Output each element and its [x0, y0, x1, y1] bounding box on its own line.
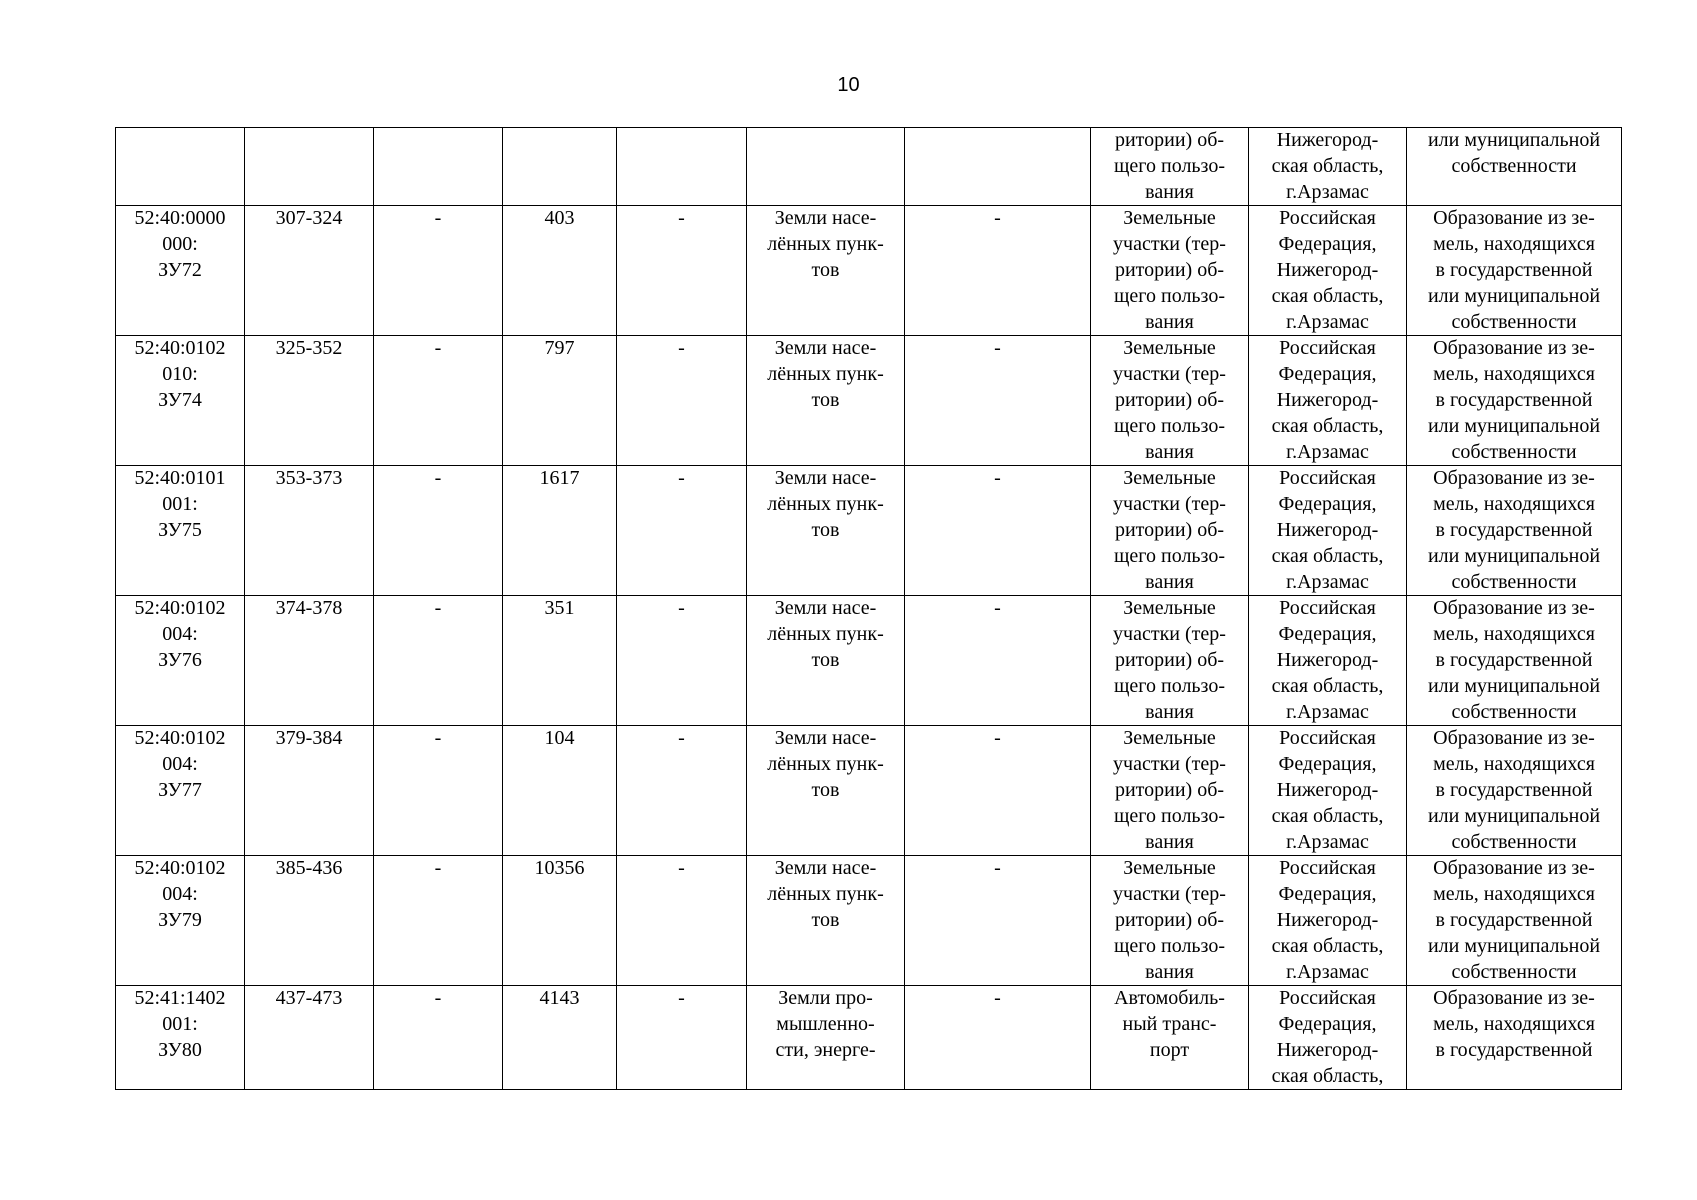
- cell-formation-method: Образование из зе- мель, находящихся в государственной или муниципальной собственности: [1407, 466, 1622, 596]
- table-row: [116, 856, 1622, 986]
- cell-point-numbers: 385-436: [245, 856, 374, 986]
- cell-land-category: Земли насе- лённых пунк- тов: [747, 596, 905, 726]
- cell-area: 104: [503, 726, 617, 856]
- cell-permitted-use: Земельные участки (тер- ритории) об- щего пользо- вания: [1091, 336, 1249, 466]
- cell-col-3: -: [374, 206, 503, 336]
- cell-area: 4143: [503, 986, 617, 1090]
- cell-cadastral-number: 52:41:1402 001: ЗУ80: [116, 986, 245, 1090]
- cell-permitted-use: Земельные участки (тер- ритории) об- щего пользо- вания: [1091, 596, 1249, 726]
- cell-permitted-use: Земельные участки (тер- ритории) об- щего пользо- вания: [1091, 856, 1249, 986]
- table-row-continuation: [116, 128, 1622, 206]
- table-row: [116, 336, 1622, 466]
- cell-col-5: -: [617, 336, 747, 466]
- table-row: [116, 726, 1622, 856]
- cell-col-3: -: [374, 726, 503, 856]
- cell-formation-method: Образование из зе- мель, находящихся в государственной или муниципальной собственности: [1407, 596, 1622, 726]
- table-row: [116, 596, 1622, 726]
- cell-permitted-use: Земельные участки (тер- ритории) об- щего пользо- вания: [1091, 466, 1249, 596]
- cell-land-category: Земли насе- лённых пунк- тов: [747, 336, 905, 466]
- cell-point-numbers: 307-324: [245, 206, 374, 336]
- cell-permitted-use: ритории) об- щего пользо- вания: [1091, 128, 1249, 206]
- cell-formation-method: Образование из зе- мель, находящихся в государственной или муниципальной собственности: [1407, 726, 1622, 856]
- cell-col-7: -: [905, 986, 1091, 1090]
- cell-cadastral-number: 52:40:0102 004: ЗУ79: [116, 856, 245, 986]
- cell-col-3: -: [374, 986, 503, 1090]
- cell-land-category: Земли насе- лённых пунк- тов: [747, 726, 905, 856]
- cell-col-7: -: [905, 466, 1091, 596]
- table-row: [116, 986, 1622, 1090]
- cell-land-category: [747, 128, 905, 206]
- cell-land-category: Земли насе- лённых пунк- тов: [747, 856, 905, 986]
- cell-cadastral-number: [116, 128, 245, 206]
- cell-col-5: [617, 128, 747, 206]
- cell-col-7: [905, 128, 1091, 206]
- cell-area: 403: [503, 206, 617, 336]
- cell-location: Российская Федерация, Нижегород- ская область, г.Арзамас: [1249, 856, 1407, 986]
- cell-point-numbers: 437-473: [245, 986, 374, 1090]
- cell-location: Российская Федерация, Нижегород- ская область, г.Арзамас: [1249, 466, 1407, 596]
- cell-formation-method: или муниципальной собственности: [1407, 128, 1622, 206]
- cell-cadastral-number: 52:40:0101 001: ЗУ75: [116, 466, 245, 596]
- cell-col-7: -: [905, 206, 1091, 336]
- cell-location: Российская Федерация, Нижегород- ская область, г.Арзамас: [1249, 336, 1407, 466]
- cell-col-3: -: [374, 856, 503, 986]
- cell-col-5: -: [617, 856, 747, 986]
- cell-area: 1617: [503, 466, 617, 596]
- cell-col-3: -: [374, 466, 503, 596]
- cell-col-5: -: [617, 986, 747, 1090]
- cell-col-7: -: [905, 856, 1091, 986]
- cell-location: Нижегород- ская область, г.Арзамас: [1249, 128, 1407, 206]
- cell-point-numbers: 325-352: [245, 336, 374, 466]
- cell-col-7: -: [905, 336, 1091, 466]
- land-plots-table: [115, 127, 1622, 1090]
- cell-land-category: Земли про- мышленно- сти, энерге-: [747, 986, 905, 1090]
- cell-point-numbers: 374-378: [245, 596, 374, 726]
- cell-col-3: [374, 128, 503, 206]
- cell-formation-method: Образование из зе- мель, находящихся в государственной или муниципальной собственности: [1407, 336, 1622, 466]
- cell-location: Российская Федерация, Нижегород- ская область, г.Арзамас: [1249, 206, 1407, 336]
- table-row: [116, 466, 1622, 596]
- cell-land-category: Земли насе- лённых пунк- тов: [747, 206, 905, 336]
- cell-col-5: -: [617, 206, 747, 336]
- cell-cadastral-number: 52:40:0102 004: ЗУ77: [116, 726, 245, 856]
- cell-point-numbers: 379-384: [245, 726, 374, 856]
- cell-cadastral-number: 52:40:0000 000: ЗУ72: [116, 206, 245, 336]
- cell-col-5: -: [617, 726, 747, 856]
- cell-cadastral-number: 52:40:0102 004: ЗУ76: [116, 596, 245, 726]
- cell-land-category: Земли насе- лённых пунк- тов: [747, 466, 905, 596]
- cell-location: Российская Федерация, Нижегород- ская область, г.Арзамас: [1249, 596, 1407, 726]
- cell-col-3: -: [374, 336, 503, 466]
- page-number: 10: [837, 74, 860, 96]
- cell-col-5: -: [617, 596, 747, 726]
- cell-area: 10356: [503, 856, 617, 986]
- cell-col-3: -: [374, 596, 503, 726]
- cell-point-numbers: [245, 128, 374, 206]
- cell-cadastral-number: 52:40:0102 010: ЗУ74: [116, 336, 245, 466]
- cell-location: Российская Федерация, Нижегород- ская область, г.Арзамас: [1249, 726, 1407, 856]
- cell-area: 351: [503, 596, 617, 726]
- cell-permitted-use: Автомобиль- ный транс- порт: [1091, 986, 1249, 1090]
- cell-point-numbers: 353-373: [245, 466, 374, 596]
- cell-col-5: -: [617, 466, 747, 596]
- table-row: [116, 206, 1622, 336]
- cell-area: 797: [503, 336, 617, 466]
- cell-permitted-use: Земельные участки (тер- ритории) об- щего пользо- вания: [1091, 726, 1249, 856]
- cell-area: [503, 128, 617, 206]
- cell-location: Российская Федерация, Нижегород- ская область,: [1249, 986, 1407, 1090]
- cell-permitted-use: Земельные участки (тер- ритории) об- щего пользо- вания: [1091, 206, 1249, 336]
- cell-col-7: -: [905, 596, 1091, 726]
- cell-formation-method: Образование из зе- мель, находящихся в государственной или муниципальной собственности: [1407, 856, 1622, 986]
- cell-col-7: -: [905, 726, 1091, 856]
- cell-formation-method: Образование из зе- мель, находящихся в государственной: [1407, 986, 1622, 1090]
- cell-formation-method: Образование из зе- мель, находящихся в государственной или муниципальной собственности: [1407, 206, 1622, 336]
